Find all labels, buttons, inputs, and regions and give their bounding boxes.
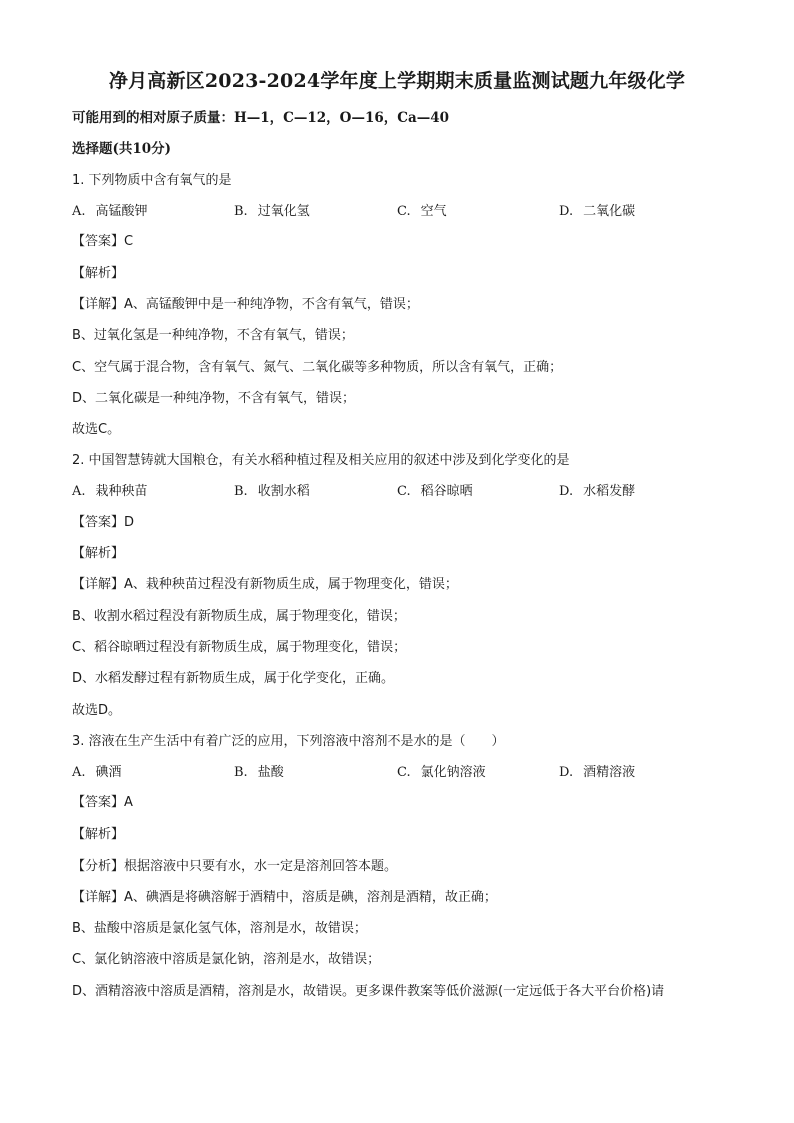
explanation-line: 【详解】A、高锰酸钾中是一种纯净物，不含有氧气，错误； — [72, 297, 419, 312]
question-3-analysis-label: 【解析】 — [72, 827, 125, 842]
explanation-line: B、收割水稻过程没有新物质生成，属于物理变化，错误； — [72, 609, 406, 624]
option-text: 高锰酸钾 — [95, 204, 148, 219]
option-d — [559, 480, 635, 504]
option-text: 氯化钠溶液 — [420, 765, 486, 780]
explanation-line: D、二氧化碳是一种纯净物，不含有氧气，错误； — [72, 391, 356, 406]
section-heading: 选择题(共10分) — [72, 141, 172, 157]
option-c — [397, 761, 486, 785]
option-letter: A. — [72, 765, 86, 780]
option-letter: C. — [397, 765, 411, 780]
option-text: 空气 — [420, 204, 447, 219]
option-text: 收割水稻 — [257, 484, 310, 499]
question-1-options — [72, 200, 722, 224]
explanation-line: B、盐酸中溶质是氯化氢气体，溶剂是水，故错误； — [72, 921, 367, 936]
explanation-line: B、过氧化氢是一种纯净物，不含有氧气，错误； — [72, 328, 354, 343]
explanation-line: D、水稻发酵过程有新物质生成，属于化学变化，正确。 — [72, 671, 395, 686]
option-text: 碘酒 — [95, 765, 122, 780]
question-1-stem: 1. 下列物质中含有氧气的是 — [72, 173, 232, 188]
option-b — [234, 200, 310, 224]
option-b — [234, 761, 284, 785]
explanation-line: C、稻谷晾晒过程没有新物质生成，属于物理变化，错误； — [72, 640, 407, 655]
option-text: 栽种秧苗 — [95, 484, 148, 499]
option-a — [72, 200, 148, 224]
explanation-line: 故选D。 — [72, 703, 122, 718]
page-title: 净月高新区2023-2024学年度上学期期末质量监测试题九年级化学 — [108, 70, 686, 92]
option-letter: D. — [559, 204, 574, 219]
question-2-options — [72, 480, 722, 504]
option-letter: B. — [234, 484, 248, 499]
option-a — [72, 761, 122, 785]
option-a — [72, 480, 148, 504]
option-letter: D. — [559, 765, 574, 780]
question-2-analysis-label: 【解析】 — [72, 546, 125, 561]
option-text: 盐酸 — [257, 765, 284, 780]
option-text: 酒精溶液 — [583, 765, 636, 780]
explanation-line: 【分析】根据溶液中只要有水，水一定是溶剂回答本题。 — [72, 859, 398, 874]
option-letter: B. — [234, 204, 248, 219]
option-text: 稻谷晾晒 — [420, 484, 473, 499]
atomic-mass-note: 可能用到的相对原子质量：H—1，C—12，O—16，Ca—40 — [72, 110, 450, 126]
option-c — [397, 480, 473, 504]
option-text: 过氧化氢 — [257, 204, 310, 219]
explanation-line: D、酒精溶液中溶质是酒精，溶剂是水，故错误。更多课件教案等低价滋源(一定远低于各大平台价格)请 — [72, 984, 665, 999]
question-1-analysis-label: 【解析】 — [72, 266, 125, 281]
option-text: 水稻发酵 — [583, 484, 636, 499]
question-2-answer: 【答案】D — [72, 515, 135, 530]
option-letter: C. — [397, 484, 411, 499]
option-letter: A. — [72, 484, 86, 499]
question-3-answer: 【答案】A — [72, 795, 133, 810]
question-3-options — [72, 761, 722, 785]
option-letter: B. — [234, 765, 248, 780]
explanation-line: C、氯化钠溶液中溶质是氯化钠，溶剂是水，故错误； — [72, 952, 381, 967]
question-1-answer: 【答案】C — [72, 234, 134, 249]
explanation-line: 【详解】A、碘酒是将碘溶解于酒精中，溶质是碘，溶剂是酒精，故正确； — [72, 890, 497, 905]
explanation-line: C、空气属于混合物，含有氧气、氮气、二氧化碳等多种物质，所以含有氧气，正确； — [72, 360, 563, 375]
option-b — [234, 480, 310, 504]
explanation-line: 【详解】A、栽种秧苗过程没有新物质生成，属于物理变化，错误； — [72, 577, 458, 592]
option-text: 二氧化碳 — [583, 204, 636, 219]
question-2-stem: 2. 中国智慧铸就大国粮仓，有关水稻种植过程及相关应用的叙述中涉及到化学变化的是 — [72, 453, 570, 468]
option-letter: A. — [72, 204, 86, 219]
option-c — [397, 200, 447, 224]
option-d — [559, 761, 635, 785]
option-letter: D. — [559, 484, 574, 499]
question-3-stem: 3. 溶液在生产生活中有着广泛的应用，下列溶液中溶剂不是水的是（ ） — [72, 734, 505, 749]
explanation-line: 故选C。 — [72, 422, 121, 437]
option-letter: C. — [397, 204, 411, 219]
option-d — [559, 200, 635, 224]
